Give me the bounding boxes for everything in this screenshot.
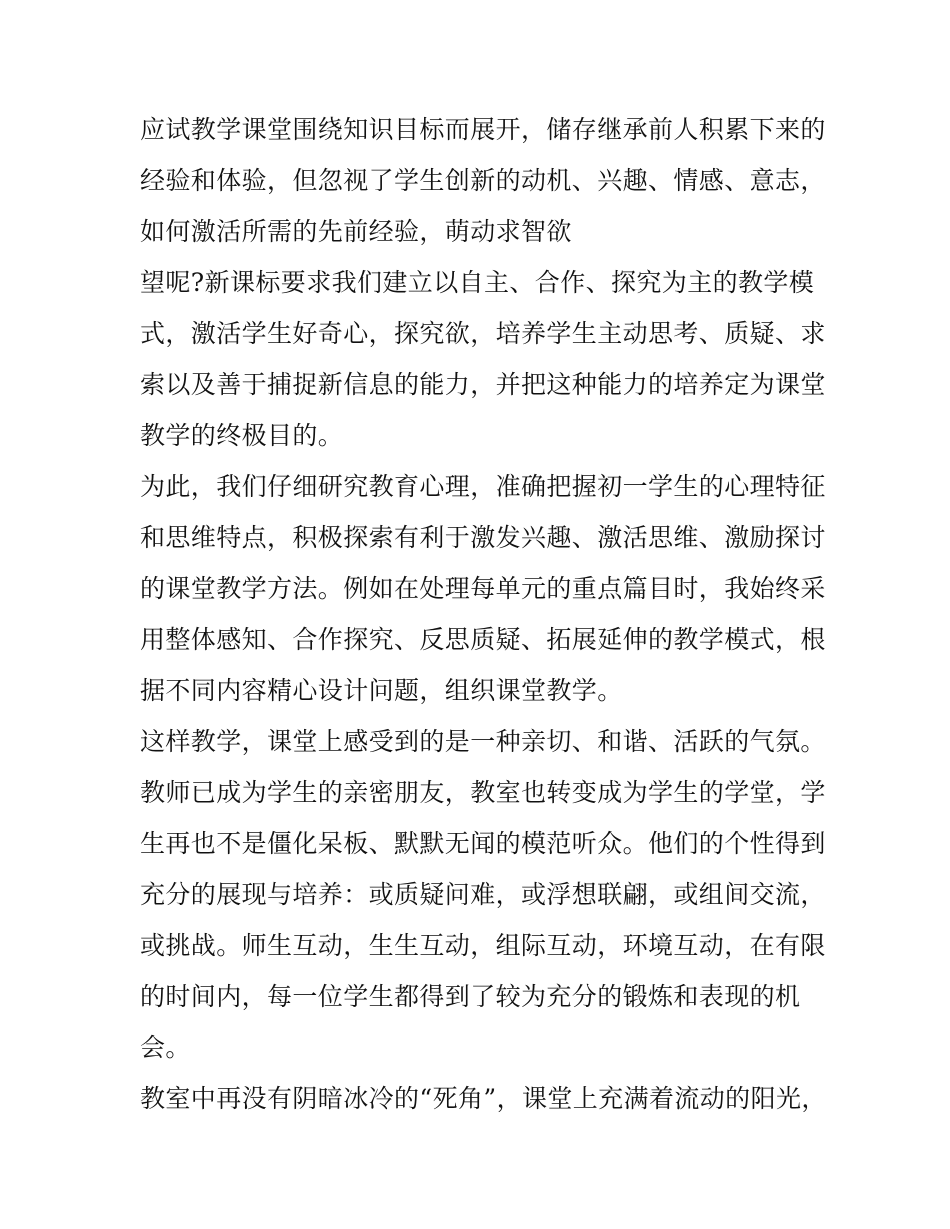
text-line: 或挑战。师生互动，生生互动，组际互动，环境互动，在有限 — [140, 931, 826, 960]
text-line: 应试教学课堂围绕知识目标而展开，储存继承前人积累下来的 — [140, 115, 826, 144]
text-line: 这样教学，课堂上感受到的是一种亲切、和谐、活跃的气氛。 — [140, 727, 826, 756]
text-line: 经验和体验，但忽视了学生创新的动机、兴趣、情感、意志， — [140, 166, 826, 195]
text-line: 索以及善于捕捉新信息的能力，并把这种能力的培养定为课堂 — [140, 370, 826, 399]
document-body — [140, 104, 827, 1124]
text-line: 会。 — [140, 1033, 191, 1062]
text-line: 和思维特点，积极探索有利于激发兴趣、激活思维、激励探讨 — [140, 523, 826, 552]
text-line: 教室中再没有阴暗冰冷的“死角”，课堂上充满着流动的阳光， — [140, 1084, 827, 1113]
text-line: 望呢?新课标要求我们建立以自主、合作、探究为主的教学模 — [140, 268, 815, 297]
text-line: 的课堂教学方法。例如在处理每单元的重点篇目时，我始终采 — [140, 574, 826, 603]
text-line: 充分的展现与培养：或质疑问难，或浮想联翩，或组间交流， — [140, 880, 826, 909]
text-line: 式，激活学生好奇心，探究欲，培养学生主动思考、质疑、求 — [140, 319, 826, 348]
text-line: 据不同内容精心设计问题，组织课堂教学。 — [140, 676, 623, 705]
text-line: 如何激活所需的先前经验，萌动求智欲 — [140, 217, 572, 246]
text-line: 为此，我们仔细研究教育心理，准确把握初一学生的心理特征 — [140, 472, 826, 501]
text-line: 用整体感知、合作探究、反思质疑、拓展延伸的教学模式，根 — [140, 625, 826, 654]
text-line: 教师已成为学生的亲密朋友，教室也转变成为学生的学堂，学 — [140, 778, 826, 807]
text-line: 的时间内，每一位学生都得到了较为充分的锻炼和表现的机 — [140, 982, 801, 1011]
text-line: 生再也不是僵化呆板、默默无闻的模范听众。他们的个性得到 — [140, 829, 826, 858]
text-line: 教学的终极目的。 — [140, 421, 344, 450]
